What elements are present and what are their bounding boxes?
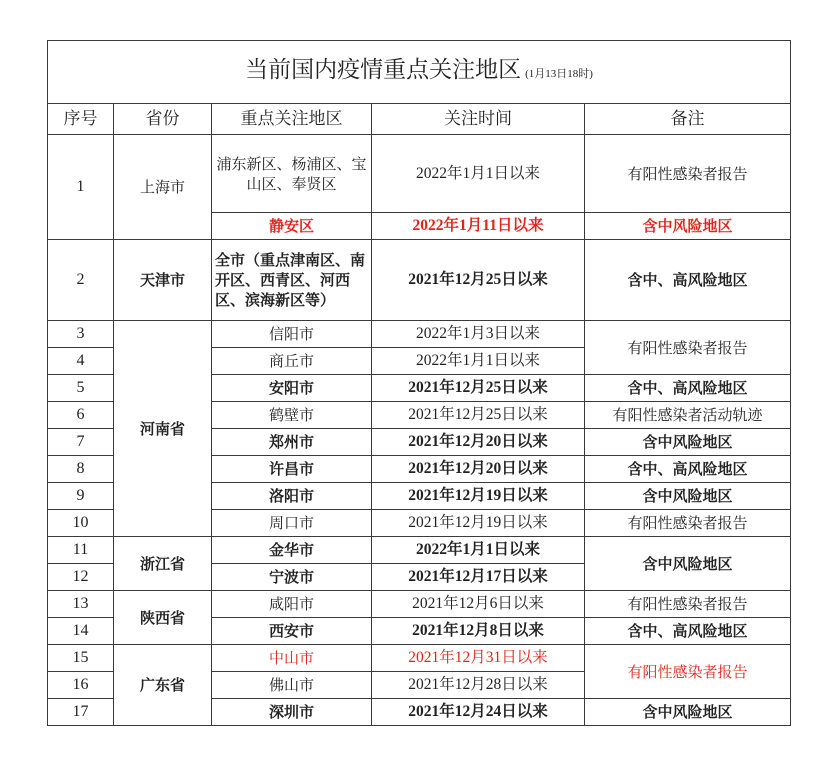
row-number: 15 <box>48 645 114 672</box>
province-cell: 广东省 <box>114 645 212 726</box>
area-cell: 洛阳市 <box>212 483 372 510</box>
province-cell: 陕西省 <box>114 591 212 645</box>
row-number: 11 <box>48 537 114 564</box>
note-cell: 含中风险地区 <box>585 429 791 456</box>
header-province: 省份 <box>114 104 212 135</box>
time-cell: 2022年1月3日以来 <box>372 321 585 348</box>
province-cell: 天津市 <box>114 240 212 321</box>
header-row <box>48 104 791 135</box>
row-number: 8 <box>48 456 114 483</box>
time-cell: 2021年12月8日以来 <box>372 618 585 645</box>
province-cell: 河南省 <box>114 321 212 537</box>
area-cell: 鹤壁市 <box>212 402 372 429</box>
focus-areas-table <box>47 40 791 726</box>
header-area: 重点关注地区 <box>212 104 372 135</box>
row-number: 12 <box>48 564 114 591</box>
time-cell: 2021年12月31日以来 <box>372 645 585 672</box>
area-cell: 信阳市 <box>212 321 372 348</box>
note-cell: 有阳性感染者活动轨迹 <box>585 402 791 429</box>
province-cell: 上海市 <box>114 135 212 240</box>
time-cell: 2021年12月25日以来 <box>372 402 585 429</box>
time-cell: 2021年12月6日以来 <box>372 591 585 618</box>
province-cell: 浙江省 <box>114 537 212 591</box>
row-number: 13 <box>48 591 114 618</box>
table-row <box>48 240 791 321</box>
area-cell: 金华市 <box>212 537 372 564</box>
area-cell: 中山市 <box>212 645 372 672</box>
row-number: 4 <box>48 348 114 375</box>
row-number: 5 <box>48 375 114 402</box>
note-cell: 含中、高风险地区 <box>585 375 791 402</box>
table-title-cell <box>48 41 791 104</box>
note-cell: 有阳性感染者报告 <box>585 591 791 618</box>
note-cell: 含中风险地区 <box>585 213 791 240</box>
row-number: 16 <box>48 672 114 699</box>
area-cell: 佛山市 <box>212 672 372 699</box>
time-cell: 2022年1月1日以来 <box>372 135 585 213</box>
note-cell: 有阳性感染者报告 <box>585 321 791 375</box>
table-row <box>48 321 791 348</box>
note-cell: 有阳性感染者报告 <box>585 645 791 699</box>
row-number: 3 <box>48 321 114 348</box>
time-cell: 2021年12月19日以来 <box>372 510 585 537</box>
area-cell: 安阳市 <box>212 375 372 402</box>
note-cell: 含中、高风险地区 <box>585 456 791 483</box>
table-row <box>48 591 791 618</box>
table-row <box>48 135 791 213</box>
area-cell: 全市（重点津南区、南开区、西青区、河西区、滨海新区等） <box>212 240 372 321</box>
page-title: 当前国内疫情重点关注地区 <box>245 57 522 83</box>
note-cell: 含中风险地区 <box>585 699 791 726</box>
time-cell: 2021年12月17日以来 <box>372 564 585 591</box>
time-cell: 2022年1月1日以来 <box>372 537 585 564</box>
area-cell: 西安市 <box>212 618 372 645</box>
note-cell: 含中、高风险地区 <box>585 618 791 645</box>
row-number: 14 <box>48 618 114 645</box>
header-no: 序号 <box>48 104 114 135</box>
area-cell: 周口市 <box>212 510 372 537</box>
note-cell: 有阳性感染者报告 <box>585 135 791 213</box>
row-number: 10 <box>48 510 114 537</box>
row-number: 9 <box>48 483 114 510</box>
area-cell: 深圳市 <box>212 699 372 726</box>
area-cell: 咸阳市 <box>212 591 372 618</box>
note-cell: 含中风险地区 <box>585 483 791 510</box>
time-cell: 2021年12月20日以来 <box>372 429 585 456</box>
time-cell: 2021年12月20日以来 <box>372 456 585 483</box>
area-cell: 静安区 <box>212 213 372 240</box>
row-number: 2 <box>48 240 114 321</box>
header-note: 备注 <box>585 104 791 135</box>
time-cell: 2022年1月1日以来 <box>372 348 585 375</box>
time-cell: 2021年12月25日以来 <box>372 240 585 321</box>
header-time: 关注时间 <box>372 104 585 135</box>
note-cell: 有阳性感染者报告 <box>585 510 791 537</box>
time-cell: 2021年12月24日以来 <box>372 699 585 726</box>
time-cell: 2021年12月28日以来 <box>372 672 585 699</box>
row-number: 17 <box>48 699 114 726</box>
area-cell: 宁波市 <box>212 564 372 591</box>
row-number: 1 <box>48 135 114 240</box>
time-cell: 2021年12月25日以来 <box>372 375 585 402</box>
time-cell: 2022年1月11日以来 <box>372 213 585 240</box>
row-number: 6 <box>48 402 114 429</box>
area-cell: 浦东新区、杨浦区、宝山区、奉贤区 <box>212 135 372 213</box>
note-cell: 含中风险地区 <box>585 537 791 591</box>
time-cell: 2021年12月19日以来 <box>372 483 585 510</box>
area-cell: 许昌市 <box>212 456 372 483</box>
area-cell: 商丘市 <box>212 348 372 375</box>
focus-areas-table-container <box>47 40 790 739</box>
table-row <box>48 537 791 564</box>
area-cell: 郑州市 <box>212 429 372 456</box>
note-cell: 含中、高风险地区 <box>585 240 791 321</box>
table-row <box>48 645 791 672</box>
update-time: (1月13日18时) <box>525 68 593 80</box>
row-number: 7 <box>48 429 114 456</box>
